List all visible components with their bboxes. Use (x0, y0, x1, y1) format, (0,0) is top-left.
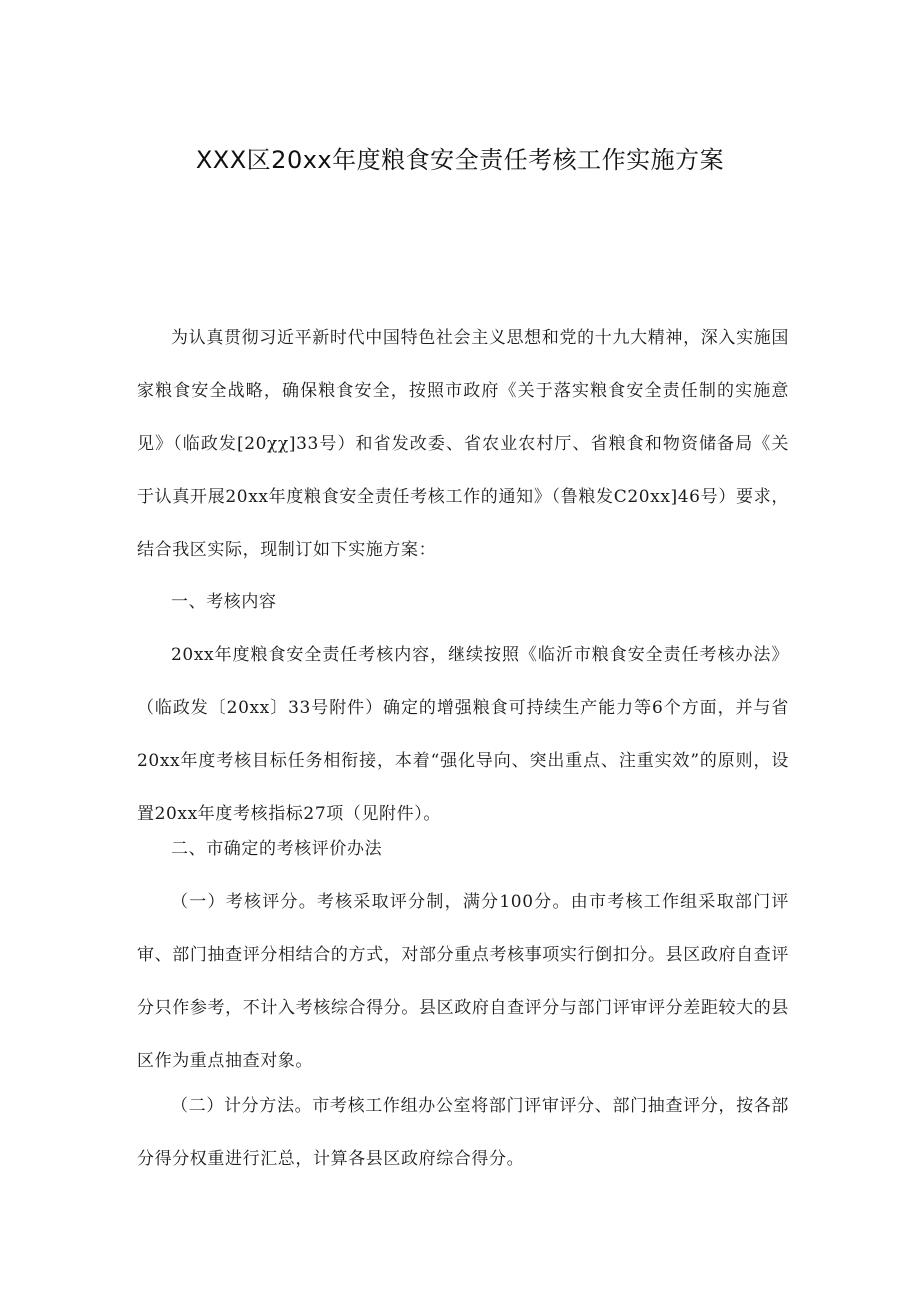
section2-item1: （一）考核评分。考核采取评分制，满分100分。由市考核工作组采取部门评审、部门抽查评分相结合的方式，对部分重点考核事项实行倒扣分。县区政府自查评分只作参考，不计入考核综合得分。县区政府自查评分与部门评审评分差距较大的县区作为重点抽查对象。 (137, 892, 789, 1071)
section2-item2: （二）计分方法。市考核工作组办公室将部门评审评分、部门抽查评分，按各部分得分权重进行汇总，计算各县区政府综合得分。 (137, 1096, 789, 1169)
section1-heading-block (137, 576, 789, 629)
section2-heading-block (137, 823, 789, 876)
section2-heading: 二、市确定的考核评价办法 (171, 839, 383, 859)
section1-heading: 一、考核内容 (171, 592, 277, 612)
section1-body: 20xx年度粮食安全责任考核内容，继续按照《临沂市粮食安全责任考核办法》（临政发〔20xx〕33号附件）确定的增强粮食可持续生产能力等6个方面，并与省20xx年度考核目标任务相衔接，本着“强化导向、突出重点、注重实效”的原则，设置20xx年度考核指标27项（见附件）。 (137, 645, 789, 824)
intro-paragraph: 为认真贯彻习近平新时代中国特色社会主义思想和党的十九大精神，深入实施国家粮食安全战略，确保粮食安全，按照市政府《关于落实粮食安全责任制的实施意见》（临政发[20χχ]33号）和省发改委、省农业农村厅、省粮食和物资储备局《关于认真开展20xx年度粮食安全责任考核工作的通知》（鲁粮发C20xx]46号）要求，结合我区实际，现制订如下实施方案： (137, 328, 789, 560)
section2-item2-block (137, 1080, 789, 1186)
section1-body-block (137, 629, 789, 841)
section2-item1-block (137, 876, 789, 1088)
intro-paragraph-block (137, 312, 789, 577)
document-title: XXX区20xx年度粮食安全责任考核工作实施方案 (195, 146, 725, 174)
